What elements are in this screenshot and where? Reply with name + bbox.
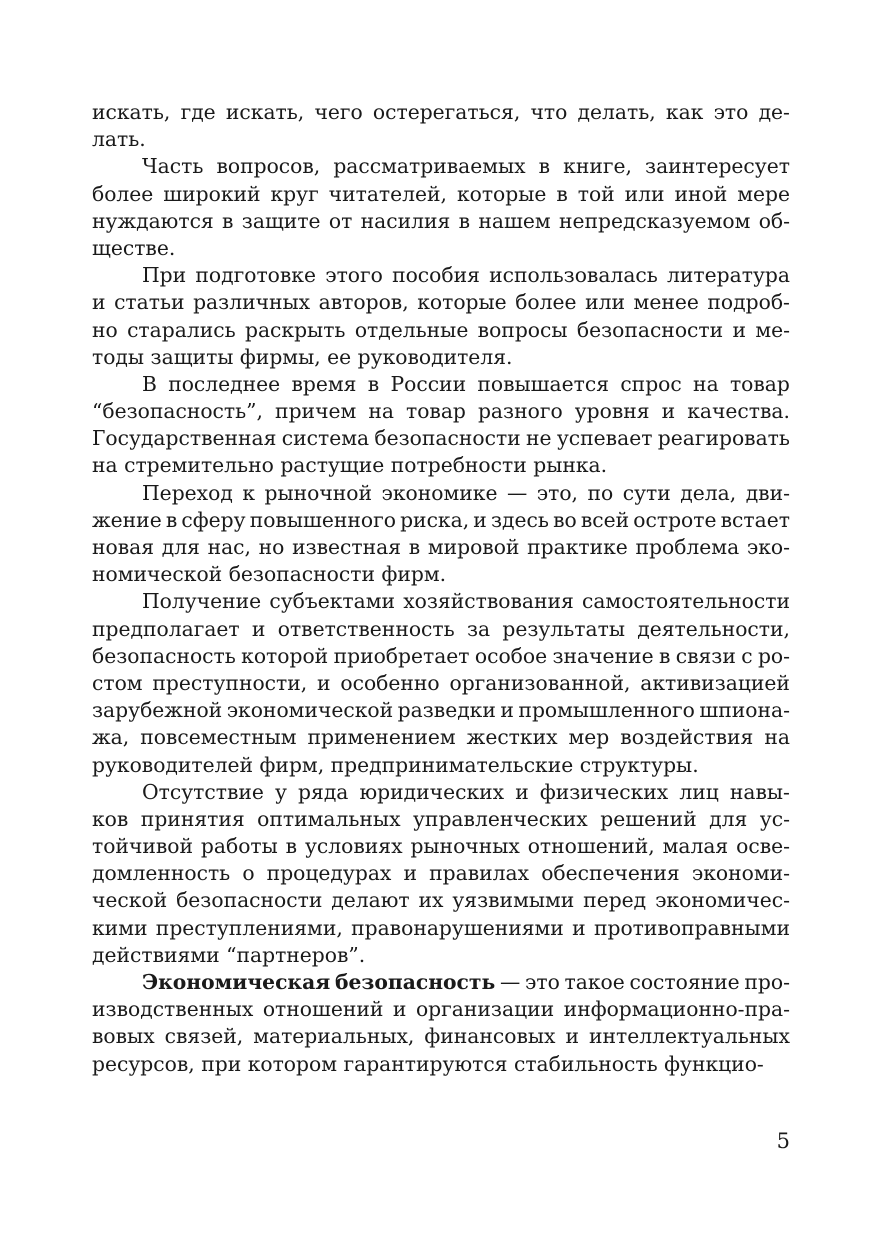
paragraph — [92, 779, 790, 969]
text-line: Отсутствие у ряда юридических и физических лиц навы- — [142, 779, 790, 804]
text-line: ческой безопасности делают их уязвимыми перед экономичес- — [92, 888, 790, 913]
text-line: Экономическая безопасность — это такое состояние про- — [142, 970, 790, 994]
paragraph — [92, 588, 790, 778]
text-line: Переход к рыночной экономике — это, по сути дела, дви- — [142, 480, 790, 505]
text-line: ков принятия оптимальных управленческих решений для ус- — [92, 806, 790, 831]
paragraph — [92, 262, 790, 371]
paragraph — [92, 99, 790, 153]
text-line: руководителей фирм, предпринимательские структуры. — [92, 752, 699, 777]
text-line: безопасность которой приобретает особое значение в связи с ро- — [92, 643, 790, 668]
text-line: жение в сферу повышенного риска, и здесь во всей остроте встает — [92, 507, 790, 532]
text-line: и статьи различных авторов, которые более или менее подроб- — [92, 290, 790, 315]
text-line: действиями “партнеров”. — [92, 942, 366, 967]
text-line: Получение субъектами хозяйствования самостоятельности — [142, 589, 790, 614]
text-line: жа, повсеместным применением жестких мер воздействия на — [92, 725, 790, 750]
text-line: более широкий круг читателей, которые в той или иной мере — [92, 181, 790, 206]
text-line: кими преступлениями, правонарушениями и противоправными — [92, 915, 790, 940]
text-line: В последнее время в России повышается спрос на товар — [142, 371, 790, 396]
text-line: “безопасность”, причем на товар разного уровня и качества. — [92, 399, 790, 424]
text-line: но старались раскрыть отдельные вопросы безопасности и ме- — [92, 317, 790, 342]
text-line: При подготовке этого пособия использовалась литература — [142, 263, 790, 288]
text-line: ресурсов, при котором гарантируются стабильность функцио- — [92, 1051, 764, 1076]
paragraph — [92, 371, 790, 480]
text-line: зарубежной экономической разведки и промышленного шпиона- — [92, 698, 790, 723]
text-line: Часть вопросов, рассматриваемых в книге, заинтересует — [142, 154, 790, 179]
text-line: ществе. — [92, 235, 176, 260]
text-line: изводственных отношений и организации информационно-пра- — [92, 997, 790, 1022]
text-line: новая для нас, но известная в мировой практике проблема эко- — [92, 535, 790, 559]
text-line: вовых связей, материальных, финансовых и интеллектуальных — [92, 1024, 790, 1049]
paragraph — [92, 969, 790, 1078]
text-line: Государственная система безопасности не успевает реагировать — [92, 426, 790, 451]
text-line: предполагает и ответственность за результаты деятельности, — [92, 616, 790, 641]
text-line: на стремительно растущие потребности рынка. — [92, 453, 608, 478]
page-body — [92, 99, 790, 1078]
paragraph — [92, 153, 790, 262]
text-line: стом преступности, и особенно организованной, активизацией — [92, 670, 790, 695]
text-line: тойчивой работы в условиях рыночных отношений, малая осве- — [92, 834, 790, 859]
text-line: нуждаются в защите от насилия в нашем непредсказуемом об- — [92, 208, 790, 233]
text-line: тоды защиты фирмы, ее руководителя. — [92, 344, 513, 369]
text-line: домленность о процедурах и правилах обеспечения экономи- — [92, 861, 790, 886]
paragraph — [92, 480, 790, 589]
text-line: искать, где искать, чего остерегаться, что делать, как это де- — [92, 100, 790, 124]
text-line: номической безопасности фирм. — [92, 562, 447, 587]
page-number: 5 — [776, 1129, 790, 1153]
text-line: лать. — [92, 127, 146, 152]
